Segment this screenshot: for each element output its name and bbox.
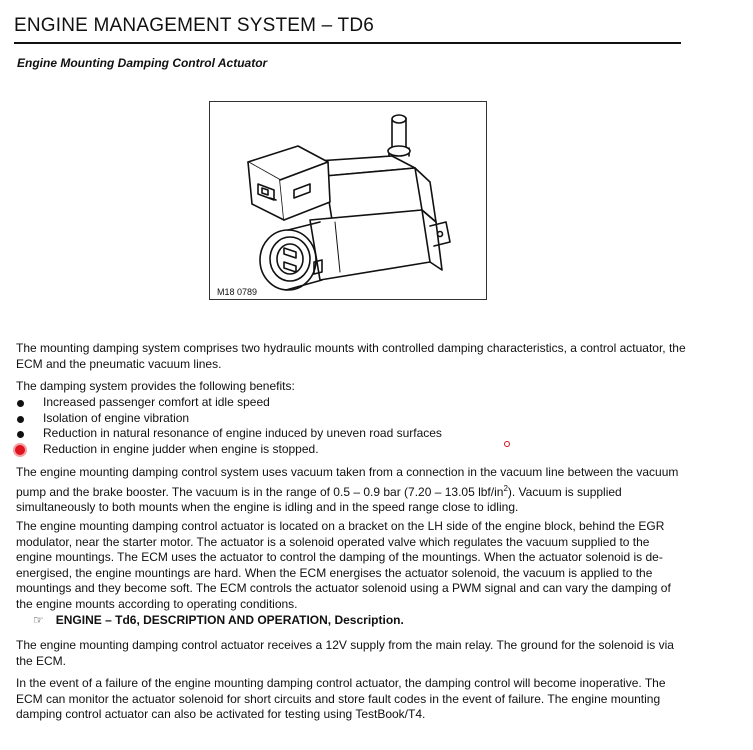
actuator-illustration-icon xyxy=(210,102,486,299)
paragraph-supply: The engine mounting damping control actuator receives a 12V supply from the main relay. The ground for the solenoid is via the ECM. xyxy=(16,638,674,668)
list-item: Reduction in natural resonance of engine induced by uneven road surfaces xyxy=(16,426,442,442)
section-subtitle: Engine Mounting Damping Control Actuator xyxy=(17,56,268,70)
bullet-icon xyxy=(17,431,24,438)
paragraph-vacuum: The engine mounting damping control system uses vacuum taken from a connection in the vacuum line between the vacuum pump and the brake booster. The vacuum is in the range of 0.5 – 0.9 bar (7.20 – 13.05 lbf/$in^2$). Vacuum is supplied simultaneously to both mounts when the engine is idling and in the speed range close to idling. xyxy=(16,465,679,514)
paragraph-benefits-intro: The damping system provides the following benefits: xyxy=(16,379,295,393)
bullet-icon xyxy=(17,400,24,407)
bullet-icon xyxy=(17,416,24,423)
list-item: Increased passenger comfort at idle speed xyxy=(16,395,442,411)
cross-reference-link[interactable]: ENGINE – Td6, DESCRIPTION AND OPERATION, Description. xyxy=(55,613,404,627)
cross-reference[interactable] xyxy=(33,613,404,627)
paragraph-location: The engine mounting damping control actuator is located on a bracket on the LH side of the engine block, behind the EGR modulator, near the starter motor. The actuator is a solenoid operated valve which regulates the vacuum supplied to the engine mountings. The ECM uses the actuator to control the damping of the mountings. When the actuator solenoid is de-energised, the engine mountings are hard. When the ECM energises the actuator solenoid, the vacuum is applied to the mountings and they become soft. The ECM controls the actuator solenoid using a PWM signal and can vary the damping of the engine mounts according to operating conditions. xyxy=(16,519,671,611)
actuator-figure xyxy=(209,101,487,300)
red-circle-marker-icon xyxy=(504,441,510,447)
page-title: ENGINE MANAGEMENT SYSTEM – TD6 xyxy=(14,15,375,36)
pointing-hand-icon: ☞ xyxy=(33,613,44,627)
list-item: Reduction in engine judder when engine is stopped. xyxy=(16,442,442,458)
paragraph-intro: The mounting damping system comprises two hydraulic mounts with controlled damping characteristics, a control actuator, the ECM and the pneumatic vacuum lines. xyxy=(16,341,686,371)
paragraph-failure: In the event of a failure of the engine mounting damping control actuator, the damping control will become inoperative. The ECM can monitor the actuator solenoid for short circuits and store fault codes in the event of failure. The engine mounting damping control actuator can also be activated for testing using TestBook/T4. xyxy=(16,676,666,721)
figure-label: M18 0789 xyxy=(217,287,258,297)
highlighted-bullet-icon xyxy=(15,445,25,455)
list-item: Isolation of engine vibration xyxy=(16,411,442,427)
header-rule xyxy=(14,42,681,44)
benefits-list xyxy=(16,395,442,457)
